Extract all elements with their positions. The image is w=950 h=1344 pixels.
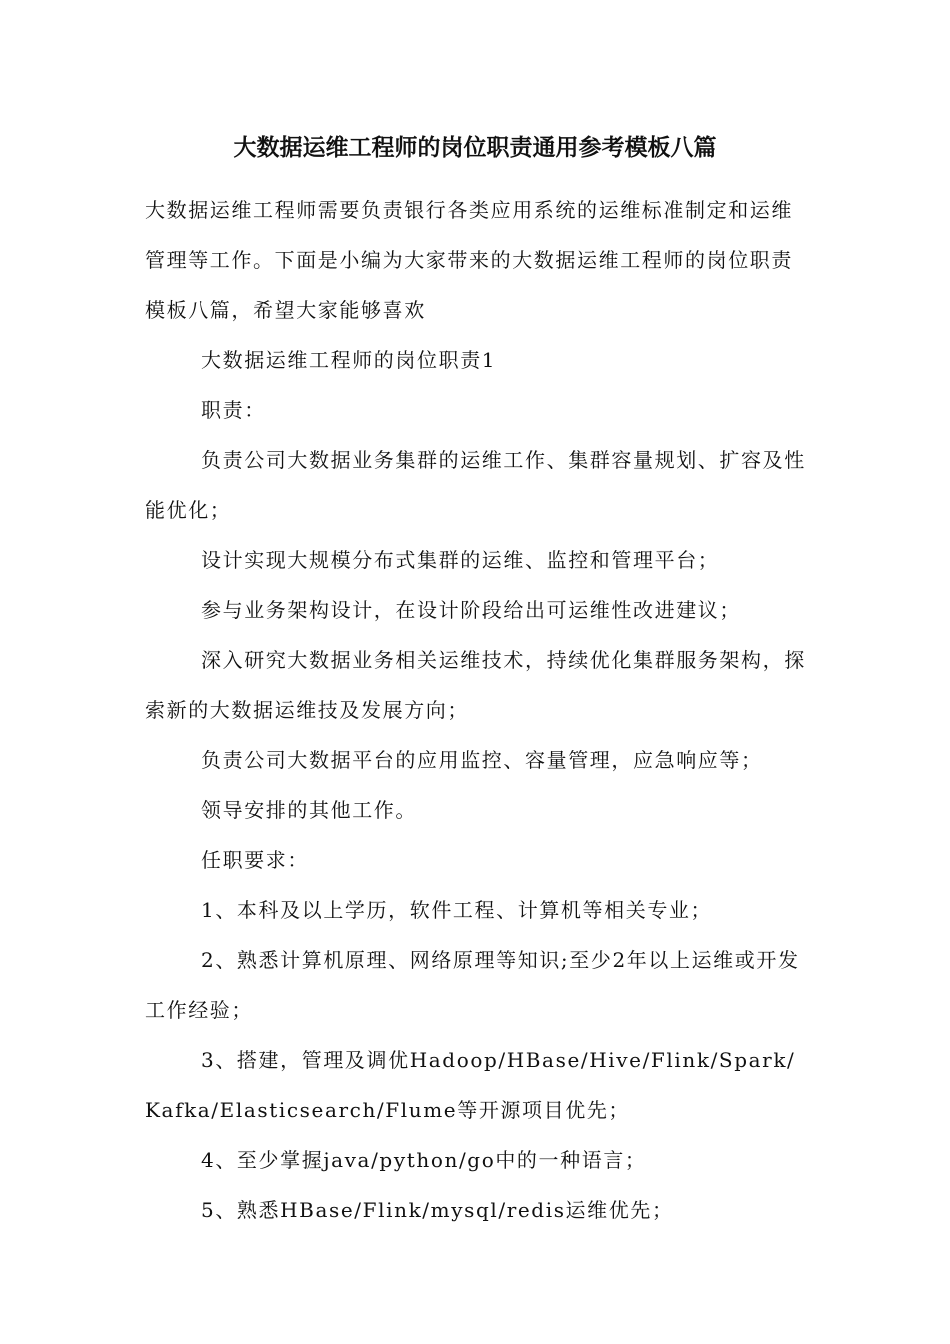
duty-item: 负责公司大数据业务集群的运维工作、集群容量规划、扩容及性能优化； (145, 448, 806, 522)
duty-item: 负责公司大数据平台的应用监控、容量管理，应急响应等； (201, 748, 763, 772)
duties-label: 职责： (201, 398, 266, 422)
requirement-item: 1、本科及以上学历，软件工程、计算机等相关专业； (201, 898, 713, 922)
requirement-item: 4、至少掌握java/python/go中的一种语言； (201, 1148, 647, 1172)
requirement-item: 5、熟悉HBase/Flink/mysql/redis运维优先； (201, 1198, 674, 1222)
requirements-label: 任职要求： (201, 848, 309, 872)
requirement-item: 2、熟悉计算机原理、网络原理等知识;至少2年以上运维或开发工作经验； (145, 948, 800, 1022)
document-body (145, 185, 810, 1235)
duty-item: 领导安排的其他工作。 (201, 798, 417, 822)
document-title: 大数据运维工程师的岗位职责通用参考模板八篇 (233, 135, 717, 161)
requirement-item: 3、搭建，管理及调优Hadoop/HBase/Hive/Flink/Spark/Kafka/Elasticsearch/Flume等开源项目优先； (145, 1048, 796, 1122)
duty-item: 深入研究大数据业务相关运维技术，持续优化集群服务架构，探索新的大数据运维技及发展方向； (145, 648, 806, 722)
intro-paragraph: 大数据运维工程师需要负责银行各类应用系统的运维标准制定和运维管理等工作。下面是小编为大家带来的大数据运维工程师的岗位职责模板八篇，希望大家能够喜欢 (145, 198, 793, 322)
duty-item: 设计实现大规模分布式集群的运维、监控和管理平台； (201, 548, 720, 572)
duty-item: 参与业务架构设计，在设计阶段给出可运维性改进建议； (201, 598, 741, 622)
section-heading: 大数据运维工程师的岗位职责1 (201, 348, 497, 372)
